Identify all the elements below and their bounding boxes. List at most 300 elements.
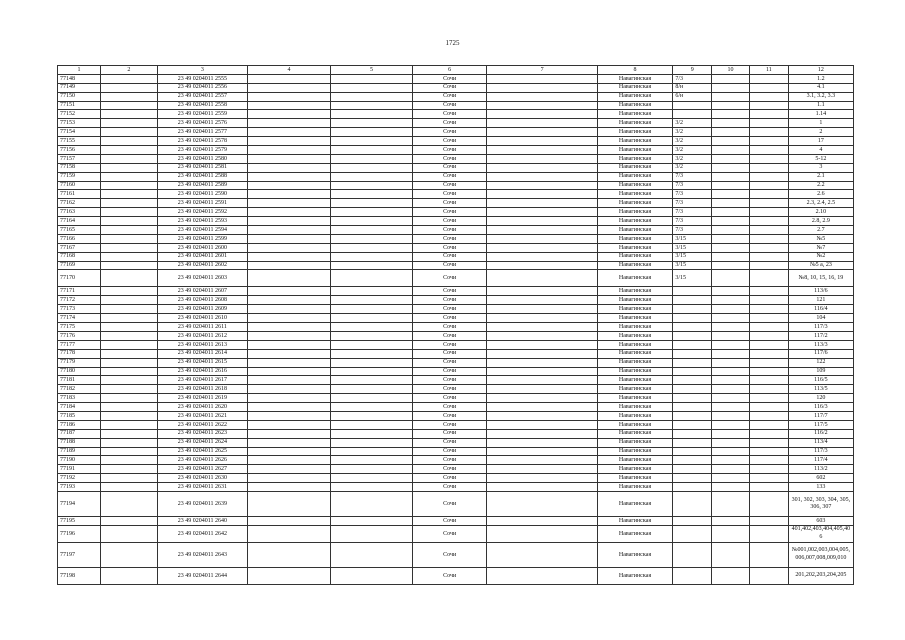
row-id: 77162 bbox=[58, 199, 101, 208]
empty-cell bbox=[101, 199, 158, 208]
table-row bbox=[58, 119, 854, 128]
empty-cell bbox=[487, 542, 597, 567]
cadastral-number: 23 49 0204011 2622 bbox=[157, 420, 247, 429]
empty-cell bbox=[487, 172, 597, 181]
row-id: 77155 bbox=[58, 137, 101, 146]
house-cell: 301, 302, 303, 304, 305, 306, 307 bbox=[788, 491, 853, 516]
empty-cell bbox=[331, 349, 413, 358]
house-cell: 201,202,203,204,205 bbox=[788, 567, 853, 584]
city-cell: Сочи bbox=[412, 217, 487, 226]
city-cell: Сочи bbox=[412, 411, 487, 420]
city-cell: Сочи bbox=[412, 128, 487, 137]
empty-cell bbox=[101, 128, 158, 137]
cadastral-number: 23 49 0204011 2613 bbox=[157, 340, 247, 349]
street-cell: Навагинская bbox=[597, 438, 673, 447]
empty-cell bbox=[749, 340, 788, 349]
empty-cell bbox=[101, 314, 158, 323]
street-cell: Навагинская bbox=[597, 349, 673, 358]
street-cell: Навагинская bbox=[597, 287, 673, 296]
empty-cell bbox=[749, 385, 788, 394]
city-cell: Сочи bbox=[412, 243, 487, 252]
empty-cell bbox=[248, 287, 331, 296]
empty-cell bbox=[331, 438, 413, 447]
cadastral-number: 23 49 0204011 2577 bbox=[157, 128, 247, 137]
table-row bbox=[58, 340, 854, 349]
empty-cell bbox=[712, 465, 750, 474]
quarter-cell bbox=[673, 296, 712, 305]
empty-cell bbox=[331, 181, 413, 190]
empty-cell bbox=[712, 567, 750, 584]
empty-cell bbox=[331, 525, 413, 542]
empty-cell bbox=[101, 83, 158, 92]
quarter-cell bbox=[673, 323, 712, 332]
empty-cell bbox=[248, 296, 331, 305]
empty-cell bbox=[487, 483, 597, 492]
row-id: 77169 bbox=[58, 261, 101, 270]
empty-cell bbox=[248, 305, 331, 314]
city-cell: Сочи bbox=[412, 119, 487, 128]
empty-cell bbox=[749, 474, 788, 483]
empty-cell bbox=[712, 516, 750, 525]
header-row bbox=[58, 66, 854, 75]
city-cell: Сочи bbox=[412, 376, 487, 385]
empty-cell bbox=[331, 199, 413, 208]
city-cell: Сочи bbox=[412, 74, 487, 83]
empty-cell bbox=[749, 349, 788, 358]
table-row bbox=[58, 403, 854, 412]
empty-cell bbox=[487, 110, 597, 119]
empty-cell bbox=[712, 447, 750, 456]
empty-cell bbox=[487, 252, 597, 261]
empty-cell bbox=[749, 420, 788, 429]
street-cell: Навагинская bbox=[597, 411, 673, 420]
empty-cell bbox=[712, 483, 750, 492]
house-cell: 116/3 bbox=[788, 403, 853, 412]
empty-cell bbox=[749, 394, 788, 403]
empty-cell bbox=[712, 358, 750, 367]
empty-cell bbox=[712, 376, 750, 385]
empty-cell bbox=[101, 217, 158, 226]
empty-cell bbox=[248, 349, 331, 358]
house-cell: 113/2 bbox=[788, 465, 853, 474]
empty-cell bbox=[248, 92, 331, 101]
table-row bbox=[58, 190, 854, 199]
house-cell: №5 а, 23 bbox=[788, 261, 853, 270]
cadastral-number: 23 49 0204011 2627 bbox=[157, 465, 247, 474]
row-id: 77181 bbox=[58, 376, 101, 385]
quarter-cell: 7/3 bbox=[673, 74, 712, 83]
empty-cell bbox=[749, 429, 788, 438]
empty-cell bbox=[487, 323, 597, 332]
empty-cell bbox=[749, 465, 788, 474]
quarter-cell: 3/2 bbox=[673, 163, 712, 172]
house-cell: 133 bbox=[788, 483, 853, 492]
row-id: 77175 bbox=[58, 323, 101, 332]
empty-cell bbox=[101, 163, 158, 172]
quarter-cell bbox=[673, 367, 712, 376]
cadastral-number: 23 49 0204011 2601 bbox=[157, 252, 247, 261]
empty-cell bbox=[712, 305, 750, 314]
empty-cell bbox=[749, 74, 788, 83]
city-cell: Сочи bbox=[412, 83, 487, 92]
street-cell: Навагинская bbox=[597, 305, 673, 314]
empty-cell bbox=[101, 154, 158, 163]
street-cell: Навагинская bbox=[597, 137, 673, 146]
table-row bbox=[58, 483, 854, 492]
table-row bbox=[58, 438, 854, 447]
empty-cell bbox=[331, 172, 413, 181]
street-cell: Навагинская bbox=[597, 270, 673, 287]
empty-cell bbox=[749, 331, 788, 340]
quarter-cell bbox=[673, 447, 712, 456]
table-row bbox=[58, 525, 854, 542]
empty-cell bbox=[331, 483, 413, 492]
empty-cell bbox=[331, 154, 413, 163]
empty-cell bbox=[487, 270, 597, 287]
table-row bbox=[58, 411, 854, 420]
empty-cell bbox=[749, 199, 788, 208]
empty-cell bbox=[487, 243, 597, 252]
house-cell: 117/6 bbox=[788, 349, 853, 358]
empty-cell bbox=[331, 92, 413, 101]
house-cell: 116/5 bbox=[788, 376, 853, 385]
empty-cell bbox=[749, 146, 788, 155]
empty-cell bbox=[487, 474, 597, 483]
city-cell: Сочи bbox=[412, 474, 487, 483]
house-cell: 5-12 bbox=[788, 154, 853, 163]
empty-cell bbox=[487, 358, 597, 367]
city-cell: Сочи bbox=[412, 314, 487, 323]
page-number: 1725 bbox=[445, 39, 460, 47]
empty-cell bbox=[101, 101, 158, 110]
empty-cell bbox=[487, 340, 597, 349]
empty-cell bbox=[101, 92, 158, 101]
empty-cell bbox=[712, 128, 750, 137]
quarter-cell bbox=[673, 349, 712, 358]
empty-cell bbox=[749, 190, 788, 199]
empty-cell bbox=[712, 270, 750, 287]
empty-cell bbox=[331, 456, 413, 465]
cadastral-number: 23 49 0204011 2608 bbox=[157, 296, 247, 305]
quarter-cell: 7/3 bbox=[673, 190, 712, 199]
cadastral-number: 23 49 0204011 2630 bbox=[157, 474, 247, 483]
empty-cell bbox=[487, 456, 597, 465]
cadastral-number: 23 49 0204011 2621 bbox=[157, 411, 247, 420]
empty-cell bbox=[101, 208, 158, 217]
city-cell: Сочи bbox=[412, 456, 487, 465]
city-cell: Сочи bbox=[412, 172, 487, 181]
empty-cell bbox=[101, 403, 158, 412]
table-row bbox=[58, 101, 854, 110]
row-id: 77168 bbox=[58, 252, 101, 261]
empty-cell bbox=[331, 287, 413, 296]
empty-cell bbox=[331, 163, 413, 172]
empty-cell bbox=[712, 323, 750, 332]
empty-cell bbox=[101, 349, 158, 358]
empty-cell bbox=[487, 305, 597, 314]
empty-cell bbox=[101, 119, 158, 128]
house-cell: 4.1 bbox=[788, 83, 853, 92]
empty-cell bbox=[248, 217, 331, 226]
house-cell: 113/6 bbox=[788, 287, 853, 296]
city-cell: Сочи bbox=[412, 358, 487, 367]
empty-cell bbox=[248, 394, 331, 403]
street-cell: Навагинская bbox=[597, 154, 673, 163]
empty-cell bbox=[749, 119, 788, 128]
city-cell: Сочи bbox=[412, 305, 487, 314]
cadastral-number: 23 49 0204011 2599 bbox=[157, 234, 247, 243]
cadastral-number: 23 49 0204011 2611 bbox=[157, 323, 247, 332]
empty-cell bbox=[712, 340, 750, 349]
empty-cell bbox=[101, 567, 158, 584]
empty-cell bbox=[248, 429, 331, 438]
empty-cell bbox=[331, 385, 413, 394]
empty-cell bbox=[487, 83, 597, 92]
empty-cell bbox=[331, 376, 413, 385]
house-cell: 2.6 bbox=[788, 190, 853, 199]
empty-cell bbox=[248, 163, 331, 172]
table-row bbox=[58, 420, 854, 429]
empty-cell bbox=[749, 226, 788, 235]
city-cell: Сочи bbox=[412, 394, 487, 403]
house-cell: 2.3, 2.4, 2.5 bbox=[788, 199, 853, 208]
table-row bbox=[58, 491, 854, 516]
row-id: 77166 bbox=[58, 234, 101, 243]
empty-cell bbox=[712, 314, 750, 323]
house-cell: 603 bbox=[788, 516, 853, 525]
empty-cell bbox=[331, 447, 413, 456]
empty-cell bbox=[487, 128, 597, 137]
cadastral-number: 23 49 0204011 2588 bbox=[157, 172, 247, 181]
empty-cell bbox=[487, 525, 597, 542]
empty-cell bbox=[331, 420, 413, 429]
empty-cell bbox=[101, 252, 158, 261]
table-row bbox=[58, 163, 854, 172]
city-cell: Сочи bbox=[412, 110, 487, 119]
cadastral-number: 23 49 0204011 2590 bbox=[157, 190, 247, 199]
row-id: 77179 bbox=[58, 358, 101, 367]
empty-cell bbox=[712, 226, 750, 235]
row-id: 77195 bbox=[58, 516, 101, 525]
city-cell: Сочи bbox=[412, 323, 487, 332]
house-cell: №001,002,003,004,005,006,007,008,009,010 bbox=[788, 542, 853, 567]
street-cell: Навагинская bbox=[597, 331, 673, 340]
empty-cell bbox=[248, 411, 331, 420]
quarter-cell bbox=[673, 403, 712, 412]
cadastral-number: 23 49 0204011 2555 bbox=[157, 74, 247, 83]
empty-cell bbox=[248, 252, 331, 261]
empty-cell bbox=[101, 270, 158, 287]
street-cell: Навагинская bbox=[597, 542, 673, 567]
empty-cell bbox=[712, 243, 750, 252]
house-cell: 2.10 bbox=[788, 208, 853, 217]
empty-cell bbox=[712, 420, 750, 429]
empty-cell bbox=[712, 234, 750, 243]
empty-cell bbox=[487, 217, 597, 226]
quarter-cell: 3/2 bbox=[673, 154, 712, 163]
empty-cell bbox=[712, 181, 750, 190]
house-cell: №5 bbox=[788, 234, 853, 243]
table-row bbox=[58, 376, 854, 385]
quarter-cell bbox=[673, 420, 712, 429]
table-row bbox=[58, 226, 854, 235]
city-cell: Сочи bbox=[412, 146, 487, 155]
quarter-cell: 3/15 bbox=[673, 234, 712, 243]
cadastral-number: 23 49 0204011 2614 bbox=[157, 349, 247, 358]
empty-cell bbox=[248, 146, 331, 155]
street-cell: Навагинская bbox=[597, 128, 673, 137]
empty-cell bbox=[712, 83, 750, 92]
house-cell: 113/4 bbox=[788, 438, 853, 447]
empty-cell bbox=[712, 456, 750, 465]
table-row bbox=[58, 358, 854, 367]
row-id: 77197 bbox=[58, 542, 101, 567]
city-cell: Сочи bbox=[412, 163, 487, 172]
cadastral-number: 23 49 0204011 2619 bbox=[157, 394, 247, 403]
street-cell: Навагинская bbox=[597, 525, 673, 542]
empty-cell bbox=[101, 358, 158, 367]
empty-cell bbox=[248, 199, 331, 208]
empty-cell bbox=[331, 314, 413, 323]
table-row bbox=[58, 261, 854, 270]
table-row bbox=[58, 385, 854, 394]
row-id: 77164 bbox=[58, 217, 101, 226]
empty-cell bbox=[101, 226, 158, 235]
empty-cell bbox=[248, 234, 331, 243]
empty-cell bbox=[101, 137, 158, 146]
street-cell: Навагинская bbox=[597, 376, 673, 385]
quarter-cell bbox=[673, 358, 712, 367]
street-cell: Навагинская bbox=[597, 163, 673, 172]
cadastral-number: 23 49 0204011 2603 bbox=[157, 270, 247, 287]
empty-cell bbox=[101, 146, 158, 155]
empty-cell bbox=[101, 429, 158, 438]
street-cell: Навагинская bbox=[597, 394, 673, 403]
empty-cell bbox=[712, 385, 750, 394]
empty-cell bbox=[248, 438, 331, 447]
city-cell: Сочи bbox=[412, 349, 487, 358]
city-cell: Сочи bbox=[412, 208, 487, 217]
cadastral-number: 23 49 0204011 2558 bbox=[157, 101, 247, 110]
column-header-5: 5 bbox=[331, 66, 413, 75]
empty-cell bbox=[749, 172, 788, 181]
row-id: 77186 bbox=[58, 420, 101, 429]
street-cell: Навагинская bbox=[597, 83, 673, 92]
empty-cell bbox=[331, 226, 413, 235]
empty-cell bbox=[248, 331, 331, 340]
row-id: 77163 bbox=[58, 208, 101, 217]
empty-cell bbox=[248, 208, 331, 217]
empty-cell bbox=[749, 252, 788, 261]
quarter-cell: 7/3 bbox=[673, 208, 712, 217]
empty-cell bbox=[331, 394, 413, 403]
table-row bbox=[58, 447, 854, 456]
quarter-cell bbox=[673, 438, 712, 447]
empty-cell bbox=[487, 101, 597, 110]
row-id: 77190 bbox=[58, 456, 101, 465]
table-row bbox=[58, 217, 854, 226]
empty-cell bbox=[712, 217, 750, 226]
empty-cell bbox=[712, 411, 750, 420]
empty-cell bbox=[248, 110, 331, 119]
empty-cell bbox=[749, 243, 788, 252]
empty-cell bbox=[331, 340, 413, 349]
row-id: 77148 bbox=[58, 74, 101, 83]
empty-cell bbox=[749, 456, 788, 465]
empty-cell bbox=[331, 270, 413, 287]
empty-cell bbox=[248, 119, 331, 128]
empty-cell bbox=[101, 394, 158, 403]
empty-cell bbox=[248, 261, 331, 270]
empty-cell bbox=[101, 296, 158, 305]
empty-cell bbox=[248, 567, 331, 584]
quarter-cell bbox=[673, 516, 712, 525]
city-cell: Сочи bbox=[412, 252, 487, 261]
empty-cell bbox=[101, 331, 158, 340]
empty-cell bbox=[712, 92, 750, 101]
row-id: 77159 bbox=[58, 172, 101, 181]
empty-cell bbox=[101, 74, 158, 83]
empty-cell bbox=[749, 154, 788, 163]
street-cell: Навагинская bbox=[597, 261, 673, 270]
city-cell: Сочи bbox=[412, 367, 487, 376]
row-id: 77154 bbox=[58, 128, 101, 137]
registry-table bbox=[57, 65, 854, 585]
empty-cell bbox=[101, 243, 158, 252]
street-cell: Навагинская bbox=[597, 234, 673, 243]
street-cell: Навагинская bbox=[597, 243, 673, 252]
cadastral-number: 23 49 0204011 2631 bbox=[157, 483, 247, 492]
table-row bbox=[58, 83, 854, 92]
empty-cell bbox=[712, 208, 750, 217]
row-id: 77160 bbox=[58, 181, 101, 190]
table-row bbox=[58, 243, 854, 252]
cadastral-number: 23 49 0204011 2617 bbox=[157, 376, 247, 385]
street-cell: Навагинская bbox=[597, 172, 673, 181]
quarter-cell: 8/н bbox=[673, 83, 712, 92]
empty-cell bbox=[749, 83, 788, 92]
quarter-cell: 7/3 bbox=[673, 199, 712, 208]
city-cell: Сочи bbox=[412, 101, 487, 110]
empty-cell bbox=[712, 429, 750, 438]
empty-cell bbox=[101, 110, 158, 119]
quarter-cell bbox=[673, 101, 712, 110]
row-id: 77178 bbox=[58, 349, 101, 358]
empty-cell bbox=[331, 252, 413, 261]
cadastral-number: 23 49 0204011 2589 bbox=[157, 181, 247, 190]
empty-cell bbox=[248, 128, 331, 137]
city-cell: Сочи bbox=[412, 483, 487, 492]
row-id: 77150 bbox=[58, 92, 101, 101]
house-cell: 1.2 bbox=[788, 74, 853, 83]
table-row bbox=[58, 296, 854, 305]
row-id: 77172 bbox=[58, 296, 101, 305]
empty-cell bbox=[749, 358, 788, 367]
cadastral-number: 23 49 0204011 2578 bbox=[157, 137, 247, 146]
city-cell: Сочи bbox=[412, 542, 487, 567]
column-header-3: 3 bbox=[157, 66, 247, 75]
cadastral-number: 23 49 0204011 2593 bbox=[157, 217, 247, 226]
empty-cell bbox=[331, 110, 413, 119]
empty-cell bbox=[712, 199, 750, 208]
empty-cell bbox=[248, 137, 331, 146]
row-id: 77183 bbox=[58, 394, 101, 403]
row-id: 77151 bbox=[58, 101, 101, 110]
quarter-cell bbox=[673, 411, 712, 420]
empty-cell bbox=[101, 491, 158, 516]
empty-cell bbox=[749, 137, 788, 146]
empty-cell bbox=[101, 323, 158, 332]
